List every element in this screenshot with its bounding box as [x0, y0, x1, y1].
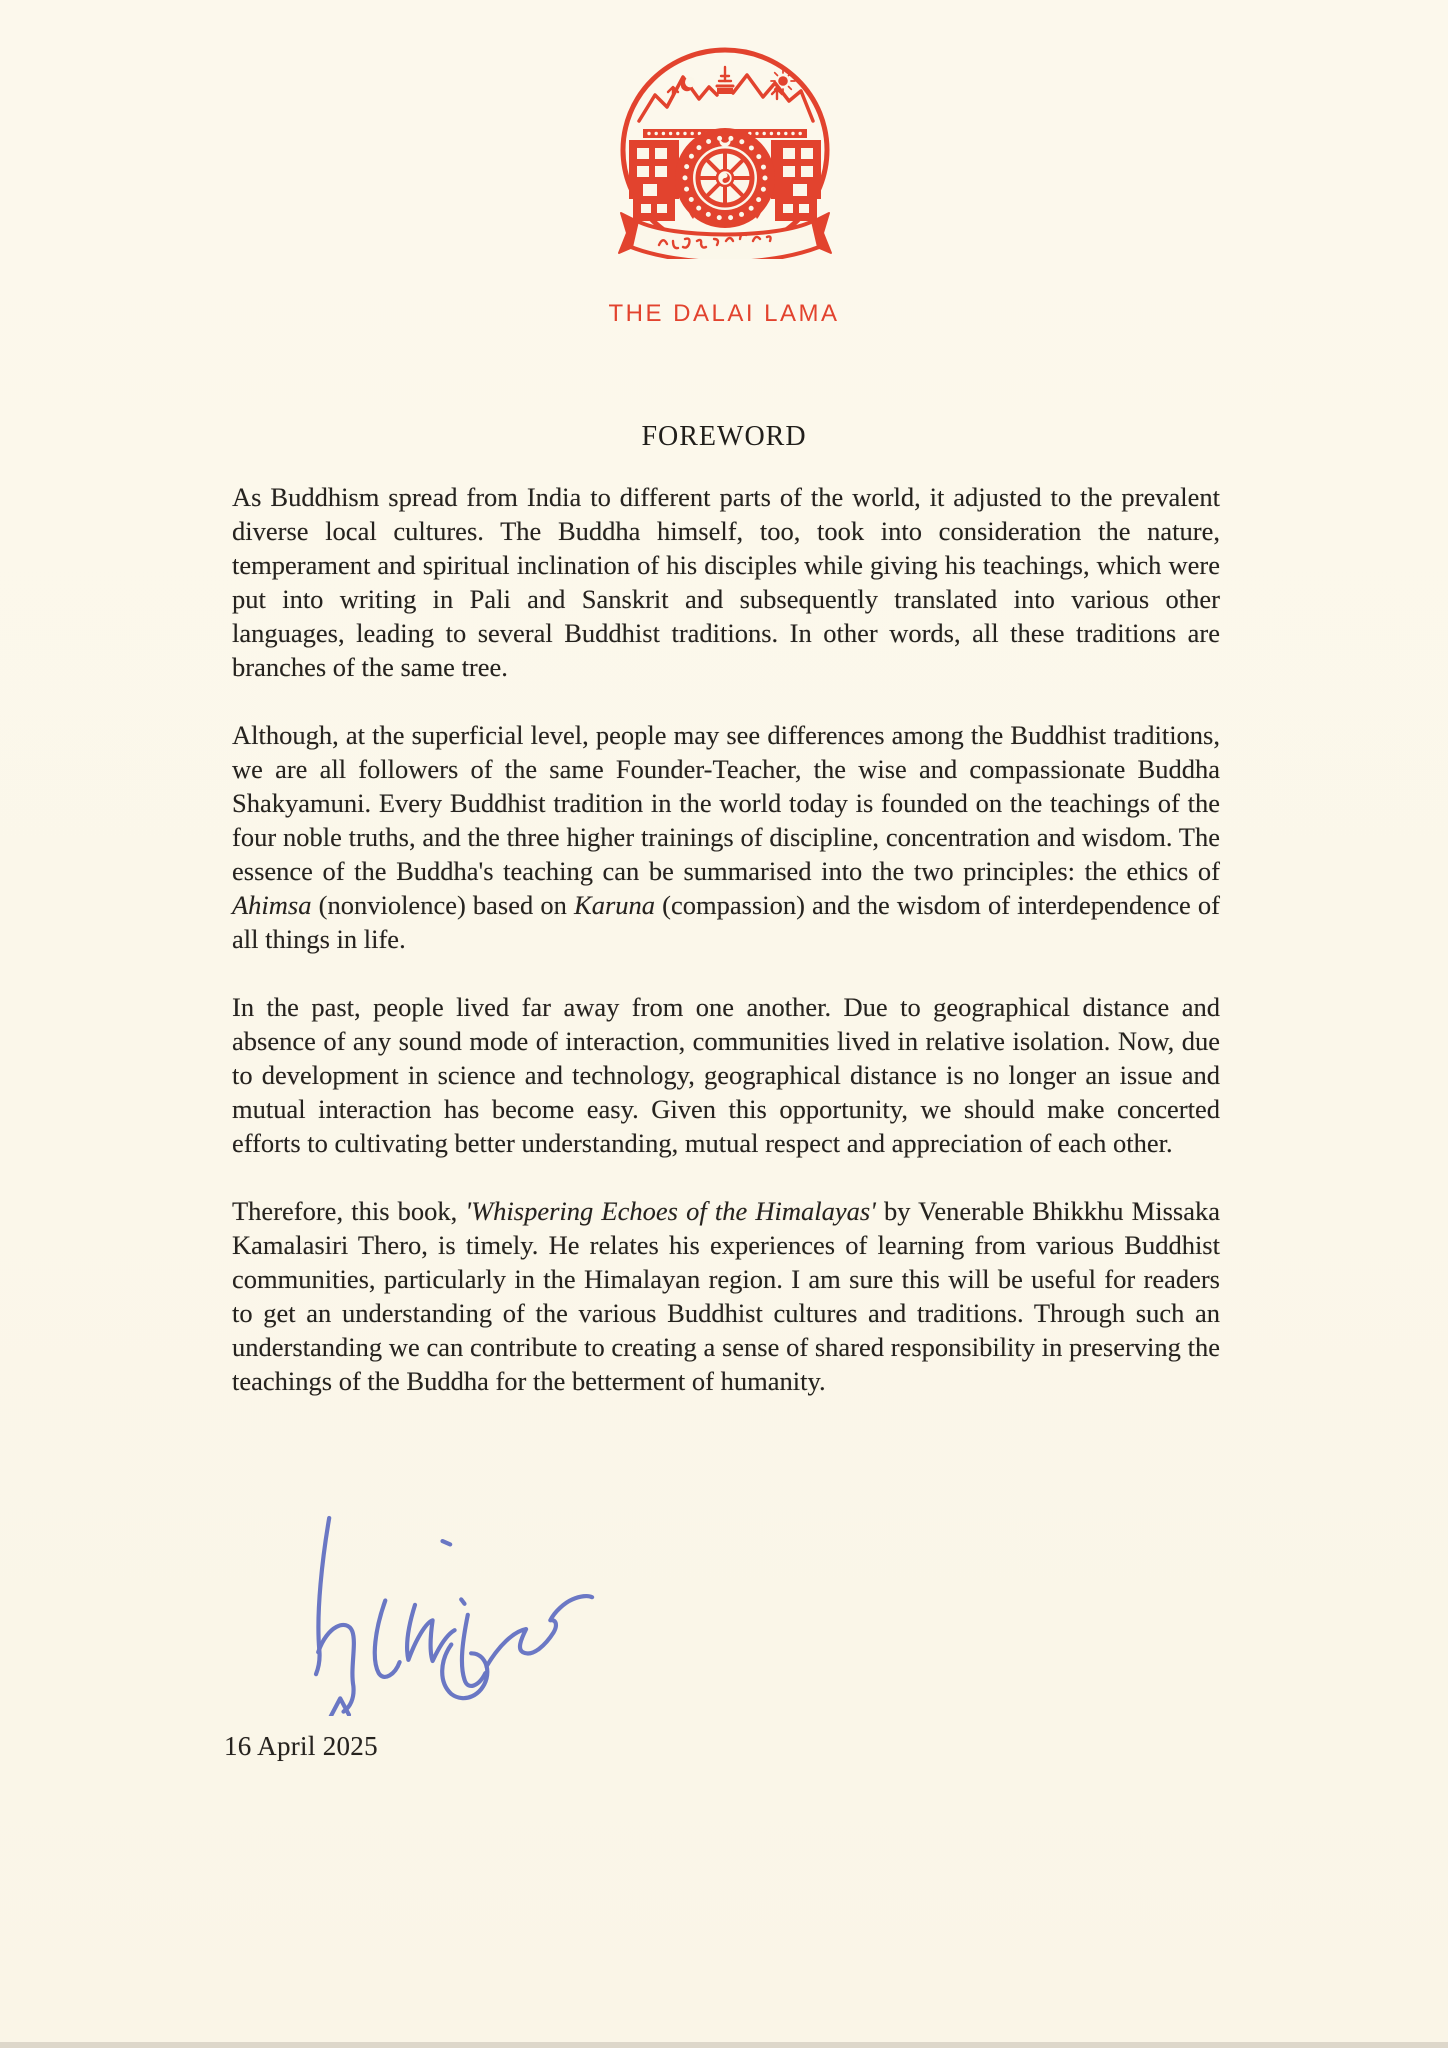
paragraph: Therefore, this book, 'Whispering Echoes of the Himalayas' by Venerable Bhikkhu Missaka Kamalasiri Thero, is timely. He relates his experiences of learning from various Buddhist communities, particularly in the Himalayan region. I am sure this will be useful for readers to get an understanding of the various Buddhist cultures and traditions. Through such an understanding we can contribute to creating a sense of shared responsibility in preserving the teachings of the Buddha for the betterment of humanity. [232, 1196, 1220, 1396]
page-title: FOREWORD [641, 421, 807, 452]
letter-body [232, 480, 1220, 1432]
sun-icon [771, 69, 795, 93]
paragraph: As Buddhism spread from India to different parts of the world, it adjusted to the prevalent diverse local cultures. The Buddha himself, too, took into consideration the nature, temperament and spiritual inclination of his disciples while giving his teachings, which were put into writing in Pali and Sanskrit and subsequently translated into various other languages, leading to several Buddhist traditions. In other words, all these traditions are branches of the same tree. [232, 482, 1220, 682]
dalai-lama-seal-icon [617, 45, 833, 259]
dharma-wheel [675, 128, 775, 228]
stupa [717, 67, 733, 94]
paragraph: In the past, people lived far away from one another. Due to geographical distance and absence of any sound mode of interaction, communities lived in relative isolation. Now, due to development in science and technology, geographical distance is no longer an issue and mutual interaction has become easy. Given this opportunity, we should make concerted efforts to cultivating better understanding, mutual respect and appreciation of each other. [232, 992, 1220, 1158]
date-line: 16 April 2025 [224, 1731, 378, 1761]
paragraph: Although, at the superficial level, people may see differences among the Buddhist traditions, we are all followers of the same Founder-Teacher, the wise and compassionate Buddha Shakyamuni. Every Buddhist tradition in the world today is founded on the teachings of the four noble truths, and the three higher trainings of discipline, concentration and wisdom. The essence of the Buddha's teaching can be summarised into the two principles: the ethics of Ahimsa (nonviolence) based on Karuna (compassion) and the wisdom of interdependence of all things in life. [232, 720, 1221, 954]
org-name: THE DALAI LAMA [608, 300, 840, 327]
handwritten-signature-icon [272, 1496, 602, 1716]
